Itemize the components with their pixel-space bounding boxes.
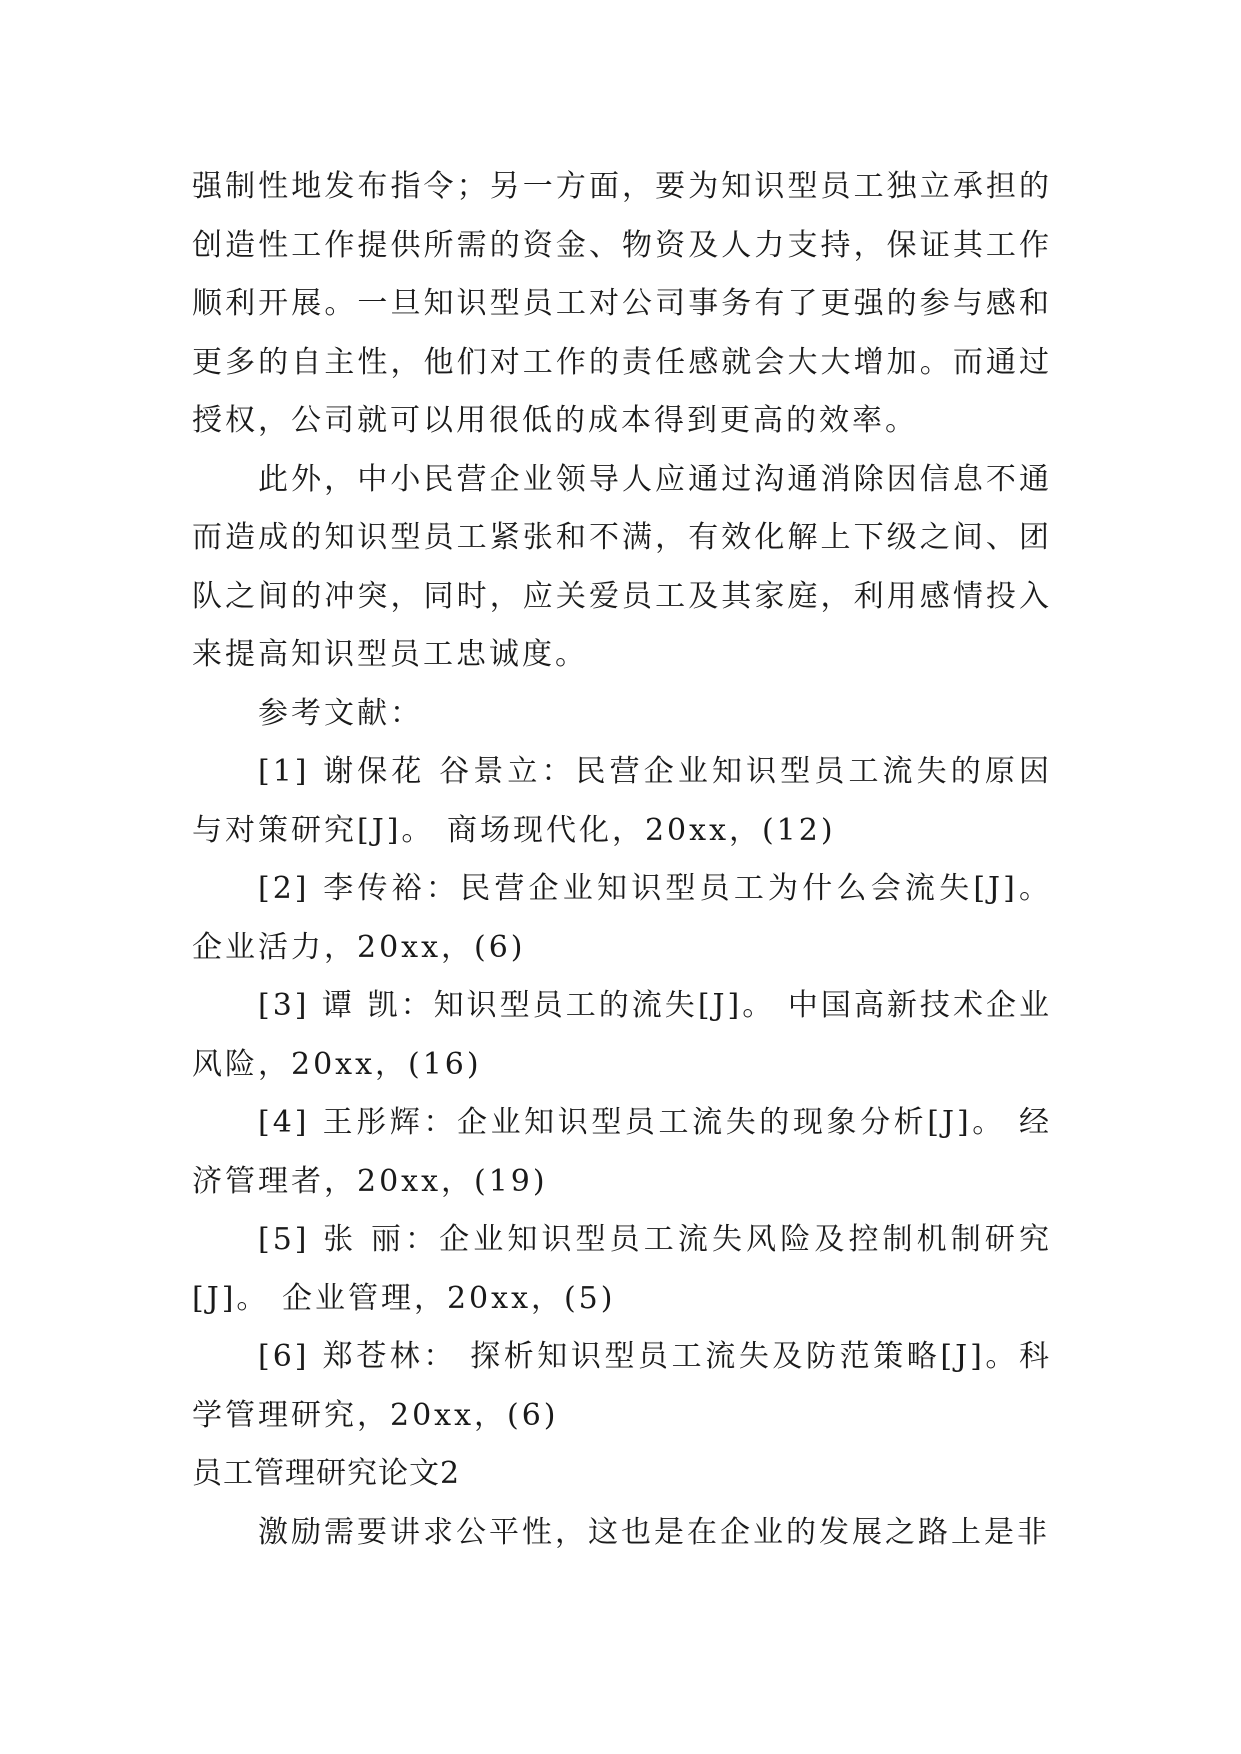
document-body: [192, 158, 1052, 1562]
reference-item-4: [4] 王彤辉：企业知识型员工流失的现象分析[J]。 经济管理者，20xx，(19): [192, 1105, 1052, 1199]
paragraph-incentive: 激励需要讲求公平性，这也是在企业的发展之路上是非: [258, 1514, 1050, 1550]
paragraph-authorization: 强制性地发布指令；另一方面，要为知识型员工独立承担的创造性工作提供所需的资金、物资及人力支持，保证其工作顺利开展。一旦知识型员工对公司事务有了更强的参与感和更多的自主性，他们对工作的责任感就会大大增加。而通过授权，公司就可以用很低的成本得到更高的效率。: [192, 169, 1052, 438]
reference-item-6: [6] 郑苍林： 探析知识型员工流失及防范策略[J]。科学管理研究，20xx，(6): [192, 1339, 1052, 1433]
reference-item-2: [2] 李传裕：民营企业知识型员工为什么会流失[J]。企业活力，20xx，(6): [192, 871, 1052, 965]
references-heading: 参考文献：: [258, 695, 423, 731]
paragraph-communication: 此外，中小民营企业领导人应通过沟通消除因信息不通而造成的知识型员工紧张和不满，有效化解上下级之间、团队之间的冲突，同时，应关爱员工及其家庭，利用感情投入来提高知识型员工忠诚度。: [192, 461, 1052, 672]
reference-item-5: [5] 张 丽：企业知识型员工流失风险及控制机制研究[J]。 企业管理，20xx，(5): [192, 1222, 1052, 1316]
section-heading: 员工管理研究论文2: [192, 1456, 461, 1491]
reference-item-1: [1] 谢保花 谷景立：民营企业知识型员工流失的原因与对策研究[J]。 商场现代化，20xx，(12): [192, 754, 1052, 848]
reference-item-3: [3] 谭 凯：知识型员工的流失[J]。 中国高新技术企业风险，20xx，(16): [192, 988, 1052, 1082]
